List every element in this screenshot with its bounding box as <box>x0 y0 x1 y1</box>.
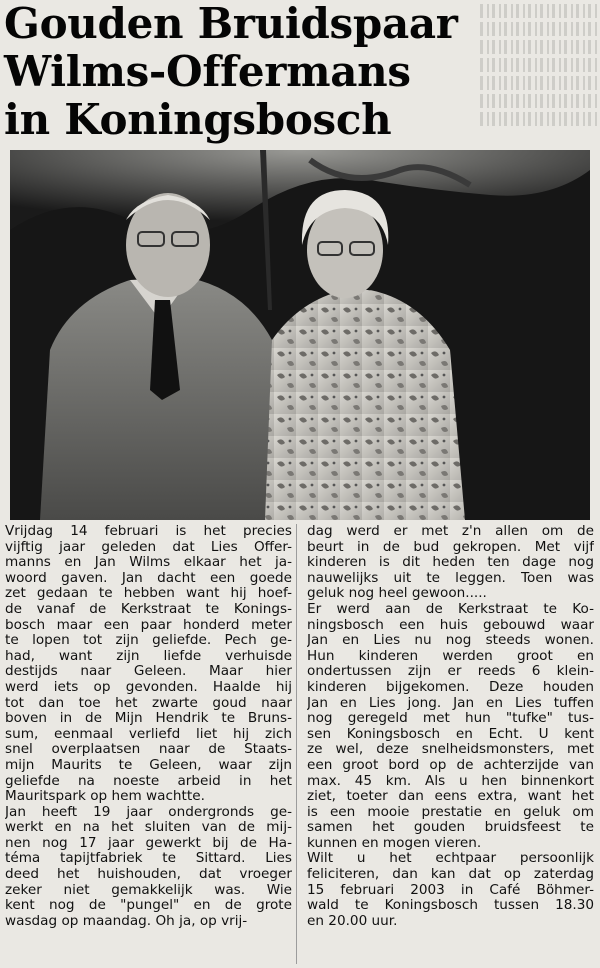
text-line: woord gaven. Jan dacht een goede <box>5 570 292 586</box>
article-body <box>5 524 595 964</box>
text-line: nauwelijks uit te leggen. Toen was <box>307 570 594 586</box>
text-line: de vanaf de Kerkstraat te Konings- <box>5 601 292 617</box>
text-line: téma tapijtfabriek te Sittard. Lies <box>5 851 292 867</box>
text-line: Wilt u het echtpaar persoonlijk <box>307 851 594 867</box>
text-line: nog geregeld met hun "tufke" tus- <box>307 711 594 727</box>
text-line: feliciteren, dan kan dat op zaterdag <box>307 867 594 883</box>
text-line: dag werd er met z'n allen om de <box>307 524 594 539</box>
text-line: tot dan toe het zwarte goud naar <box>5 695 292 711</box>
text-line: beurt in de bud gekropen. Met vijf <box>307 539 594 555</box>
text-line: kent nog de "pungel" en de grote <box>5 898 292 914</box>
text-line: nen nog 17 jaar gewerkt bij de Ha- <box>5 835 292 851</box>
text-line: deed het huishouden, dat vroeger <box>5 867 292 883</box>
text-line: zeker niet gemakkelijk was. Wie <box>5 882 292 898</box>
text-line: werkt en na het sluiten van de mij- <box>5 820 292 836</box>
text-line: geluk nog heel gewoon..... <box>307 586 487 602</box>
text-line: sum, eenmaal verliefd liet hij zich <box>5 726 292 742</box>
text-line: boven in de Mijn Hendrik te Bruns- <box>5 711 292 727</box>
text-line: wasdag op maandag. Oh ja, op vrij- <box>5 913 248 929</box>
text-line: Mauritspark op hem wachtte. <box>5 789 205 805</box>
text-line: Jan en Lies nu nog steeds wonen. <box>307 633 594 649</box>
text-line: Hun kinderen werden groot en <box>307 648 594 664</box>
text-line: Jan heeft 19 jaar ondergronds ge- <box>5 804 292 820</box>
text-line: een groot bord op de achterzijde van <box>307 757 594 773</box>
text-line: had, want zijn liefde verhuisde <box>5 648 292 664</box>
text-line: kunnen en mogen vieren. <box>307 835 482 851</box>
headline-line-1: Gouden Bruidspaar <box>4 0 458 48</box>
text-line: wald te Koningsbosch tussen 18.30 <box>307 898 594 914</box>
headline <box>4 0 474 144</box>
text-line: sen Koningsbosch en Echt. U kent <box>307 726 594 742</box>
couple-photo <box>10 150 590 520</box>
text-line: 15 februari 2003 in Café Böhmer- <box>307 882 594 898</box>
left-column <box>5 524 292 929</box>
text-line: Er werd aan de Kerkstraat te Ko- <box>307 601 594 617</box>
text-line: en 20.00 uur. <box>307 913 398 929</box>
text-line: samen het gouden bruidsfeest te <box>307 820 594 836</box>
bleed-through-text <box>480 0 600 145</box>
photo-couple-icon <box>10 150 590 520</box>
text-line: manns en Jan Wilms elkaar het ja- <box>5 555 292 571</box>
text-line: is een mooie prestatie en geluk om <box>307 804 594 820</box>
text-line: werd iets op gevonden. Haalde hij <box>5 679 292 695</box>
text-line: max. 45 km. Als u hen binnenkort <box>307 773 594 789</box>
text-line: ze wel, deze snelheidsmonsters, met <box>307 742 594 758</box>
headline-line-2: Wilms-Offermans <box>4 47 411 96</box>
text-line: ziet, toeter dan eens extra, want het <box>307 789 594 805</box>
text-line: Jan en Lies jong. Jan en Lies tuffen <box>307 695 594 711</box>
text-line: kinderen bijgekomen. Deze houden <box>307 679 594 695</box>
text-line: zet gedaan te hebben want hij hoef- <box>5 586 292 602</box>
text-line: Vrijdag 14 februari is het precies <box>5 524 292 539</box>
text-line: ningsbosch een huis gebouwd waar <box>307 617 594 633</box>
text-line: bosch maar een paar honderd meter <box>5 617 292 633</box>
text-line: kinderen is dit heden ten dage nog <box>307 555 594 571</box>
text-line: ondertussen zijn er reeds 6 klein- <box>307 664 594 680</box>
right-column <box>307 524 594 929</box>
headline-line-3: in Koningsbosch <box>4 95 392 144</box>
text-line: snel overplaatsen naar de Staats- <box>5 742 292 758</box>
text-line: te lopen tot zijn geliefde. Pech ge- <box>5 633 292 649</box>
text-line: geliefde na noeste arbeid in het <box>5 773 292 789</box>
text-line: vijftig jaar geleden dat Lies Offer- <box>5 539 292 555</box>
text-line: destijds naar Geleen. Maar hier <box>5 664 292 680</box>
text-line: mijn Maurits te Geleen, waar zijn <box>5 757 292 773</box>
